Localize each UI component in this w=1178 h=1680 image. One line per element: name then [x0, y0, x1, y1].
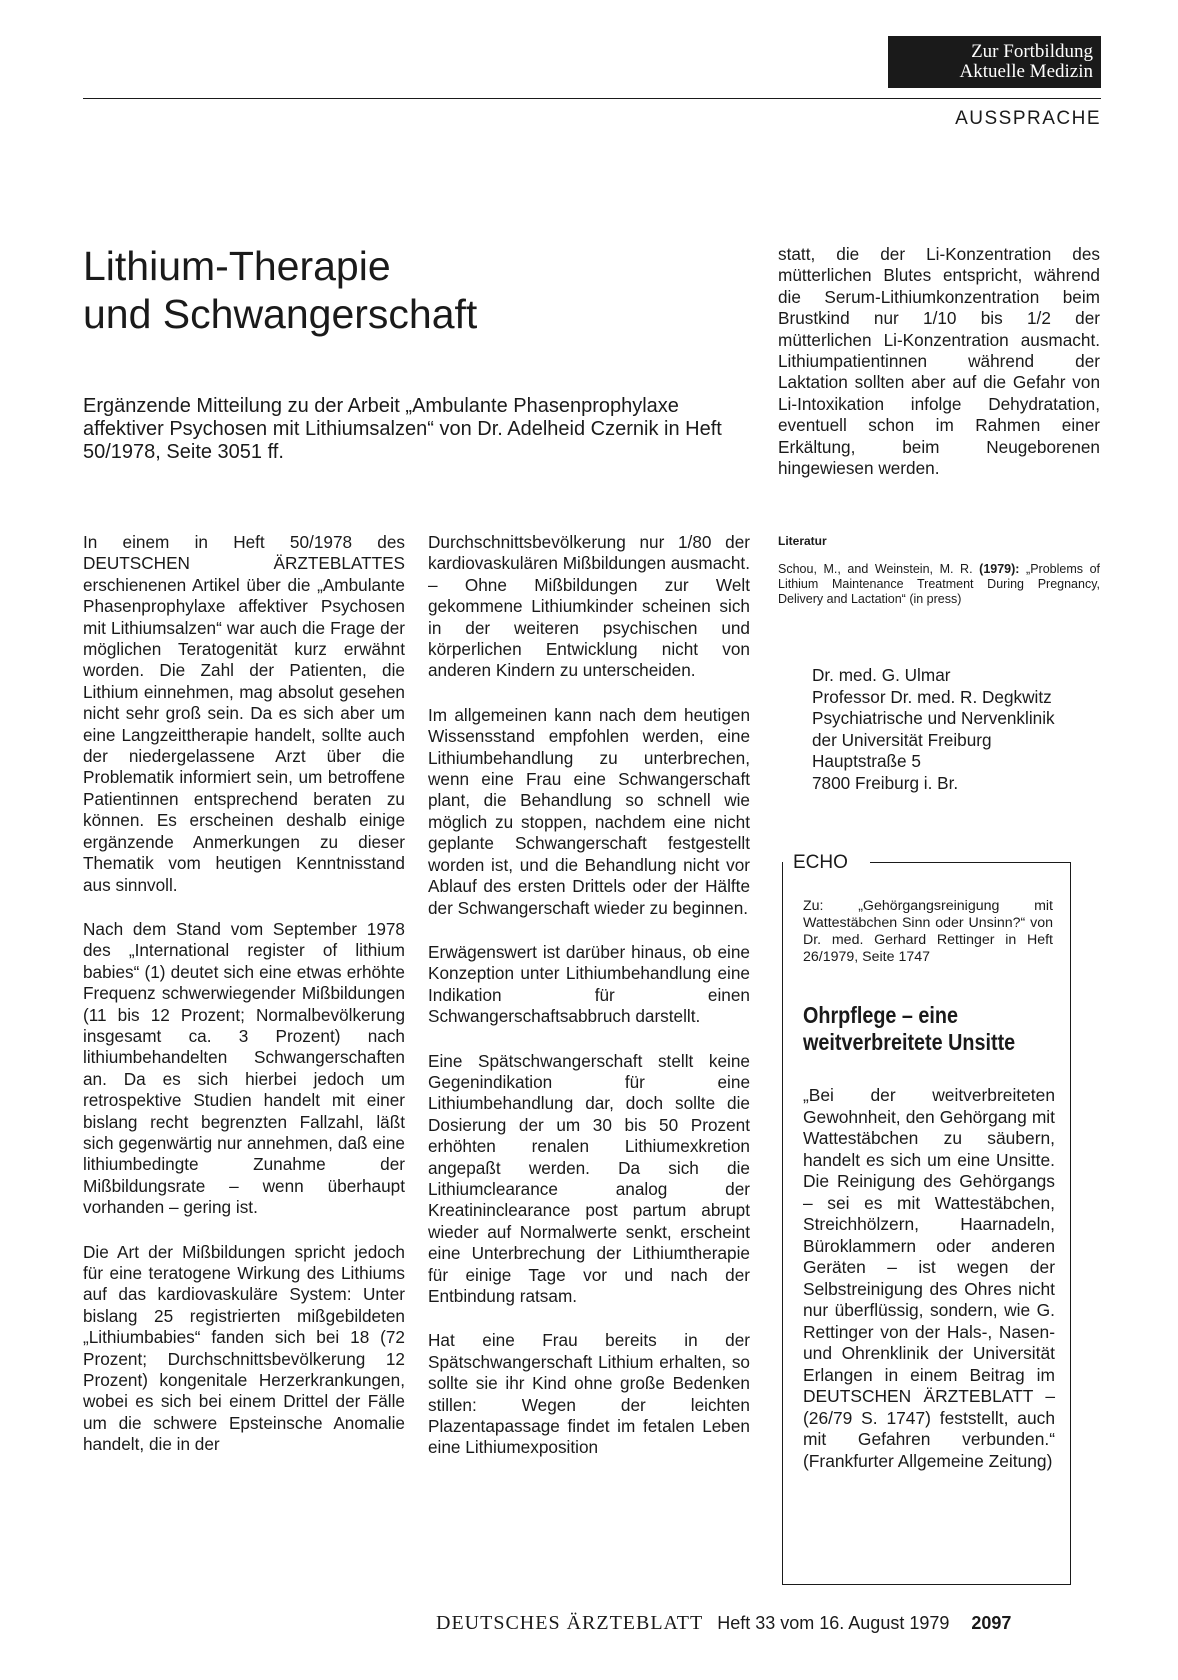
paragraph: Nach dem Stand vom September 1978 des „International register of lithium babies“ (1) deutet sich eine etwas erhöhte Frequenz schwerwiegender Mißbildungen (11 bis 12 Prozent; Normalbevölkerung insgesamt ca. 3 Prozent) nach lithiumbehandelten Schwangerschaften an. Da es sich hierbei jedoch um retrospektive Studien handelt mit einer bislang recht begrenzten Fallzahl, läßt sich gegenwärtig nur annehmen, daß eine lithiumbedingte Zunahme der Mißbildungsrate – wenn überhaupt vorhanden – gering ist.	[83, 918, 405, 1218]
title-line-2: und Schwangerschaft	[83, 291, 478, 337]
address-line: Dr. med. G. Ulmar	[812, 665, 951, 685]
literature-heading: Literatur	[778, 534, 827, 548]
echo-reference: Zu: „Gehörgangsreinigung mit Wattestäbchen Sinn oder Unsinn?“ von Dr. med. Gerhard Rettinger in Heft 26/1979, Seite 1747	[803, 898, 1053, 965]
paragraph: Die Art der Mißbildungen spricht jedoch für eine teratogene Wirkung des Lithiums auf das kardiovaskuläre System: Unter bislang 25 registrierten mißgebildeten „Lithiumbabies“ fanden sich bei 18 (72 Prozent; Durchschnittsbevölkerung 12 Prozent) kongenitale Herzerkrankungen, wobei es sich bei einem Drittel der Fälle um die schwere Epsteinsche Anomalie handelt, die in der	[83, 1241, 405, 1455]
text-column-1	[83, 532, 405, 1479]
address-line: Psychiatrische und Nervenklinik	[812, 708, 1055, 729]
echo-box-top-rule	[870, 862, 1070, 863]
text-column-3	[778, 244, 1100, 479]
address-line: Hauptstraße 5	[812, 751, 921, 772]
author-address	[812, 665, 1055, 795]
badge-line-2: Aktuelle Medizin	[959, 61, 1093, 82]
address-line: 7800 Freiburg i. Br.	[812, 772, 959, 793]
text-column-2	[428, 532, 750, 1482]
paragraph: statt, die der Li-Konzentration des mütterlichen Blutes entspricht, während die Serum-Lithiumkonzentration beim Brustkind nur 1/10 bis 1/2 der mütterlichen Li-Konzentration ausmacht. Lithiumpatientinnen während der Laktation sollten aber auf die Gefahr von Li-Intoxikation infolge Dehydratation, eventuell schon im Rahmen einer Erkältung, beim Neugeborenen hingewiesen werden.	[778, 244, 1100, 479]
echo-headline-line-1: Ohrpflege – eine	[803, 1002, 958, 1028]
paragraph: Durchschnittsbevölkerung nur 1/80 der kardiovaskulären Mißbildungen ausmacht. – Ohne Mißbildungen zur Welt gekommene Lithiumkinder scheinen sich in der weiteren psychischen und körperlichen Entwicklung nicht von anderen Kindern zu unterscheiden.	[428, 532, 750, 681]
address-line: der Universität Freiburg	[812, 729, 992, 750]
address-line: Professor Dr. med. R. Degkwitz	[812, 686, 1052, 707]
section-label: AUSSPRACHE	[955, 108, 1101, 129]
page-footer	[436, 1612, 1011, 1635]
ref-title: „Problems of Lithium Maintenance Treatment During Pregnancy, Delivery and Lactation“ (in press)	[778, 562, 1101, 606]
header-rule	[83, 98, 1101, 99]
paragraph: In einem in Heft 50/1978 des DEUTSCHEN ÄRZTEBLATTES erschienenen Artikel über die „Ambulante Phasenprophylaxe affektiver Psychosen mit Lithiumsalzen“ war auch die Frage der möglichen Teratogenität kurz erwähnt worden. Die Zahl der Patienten, die Lithium einnehmen, mag absolut gesehen nicht sehr groß sein. Da es sich aber um eine Langzeittherapie handelt, sollte auch der niedergelassene Arzt über die Problematik informiert sein, um betroffene Patientinnen entsprechend beraten zu können. Es erscheinen deshalb einige ergänzende Anmerkungen zu dieser Thematik vom heutigen Kenntnisstand aus sinnvoll.	[83, 532, 405, 895]
echo-headline-line-2: weitverbreitete Unsitte	[803, 1029, 1016, 1055]
section-badge	[888, 36, 1101, 88]
ref-authors: Schou, M., and Weinstein, M. R.	[778, 562, 973, 576]
literature-reference	[778, 562, 1100, 607]
echo-quote: „Bei der weitverbreiteten Gewohnheit, den Gehörgang mit Wattestäbchen zu säubern, handelt es sich um eine Unsitte. Die Reinigung des Gehörgangs – sei es mit Wattestäbchen, Streichhölzern, Haarnadeln, Büroklammern oder anderen Geräten – ist wegen der Selbstreinigung des Ohres nicht nur überflüssig, sondern, wie G. Rettinger von der Hals-, Nasen- und Ohrenklinik der Universität Erlangen in einem Beitrag im DEUTSCHEN ÄRZTEBLATT – (26/79 S. 1747) feststellt, auch mit Gefahren verbunden.“ (Frankfurter Allgemeine Zeitung)	[803, 1085, 1055, 1471]
echo-label: ECHO	[790, 852, 851, 874]
paragraph: Im allgemeinen kann nach dem heutigen Wissensstand empfohlen werden, eine Lithiumbehandlung zu unterbrechen, wenn eine Frau eine Schwangerschaft plant, die Behandlung so schnell wie möglich zu stoppen, nachdem eine nicht geplante Schwangerschaft festgestellt worden ist, und die Behandlung nicht vor Ablauf des ersten Drittels oder der Hälfte der Schwangerschaft wieder zu beginnen.	[428, 704, 750, 918]
lead-paragraph: Ergänzende Mitteilung zu der Arbeit „Ambulante Phasenprophylaxe affektiver Psychosen mit Lithiumsalzen“ von Dr. Adelheid Czernik in Heft 50/1978, Seite 3051 ff.	[83, 395, 722, 463]
paragraph: Erwägenswert ist darüber hinaus, ob eine Konzeption unter Lithiumbehandlung eine Indikation für einen Schwangerschaftsabbruch darstellt.	[428, 941, 750, 1027]
journal-name: DEUTSCHES ÄRZTEBLATT	[436, 1612, 704, 1634]
paragraph: Hat eine Frau bereits in der Spätschwangerschaft Lithium erhalten, so sollte sie ihr Kind ohne große Bedenken stillen: Wegen der leichten Plazentapassage findet im fetalen Leben eine Lithiumexposition	[428, 1330, 750, 1458]
issue-info: Heft 33 vom 16. August 1979	[717, 1613, 950, 1633]
echo-headline	[803, 1002, 1027, 1056]
article-title	[83, 242, 723, 338]
paragraph: Eine Spätschwangerschaft stellt keine Gegenindikation für eine Lithiumbehandlung dar, doch sollte die Dosierung der um 30 bis 50 Prozent erhöhten renalen Lithiumexkretion angepaßt werden. Da sich die Lithiumclearance analog der Kreatininclearance post partum abrupt wieder auf Normalwerte senkt, erscheint eine Unterbrechung der Lithiumtherapie für einige Tage vor und nach der Entbindung ratsam.	[428, 1050, 750, 1306]
title-line-1: Lithium-Therapie	[83, 243, 391, 289]
ref-year: (1979):	[979, 562, 1020, 576]
badge-line-1: Zur Fortbildung	[971, 41, 1093, 62]
page-number: 2097	[971, 1613, 1012, 1633]
